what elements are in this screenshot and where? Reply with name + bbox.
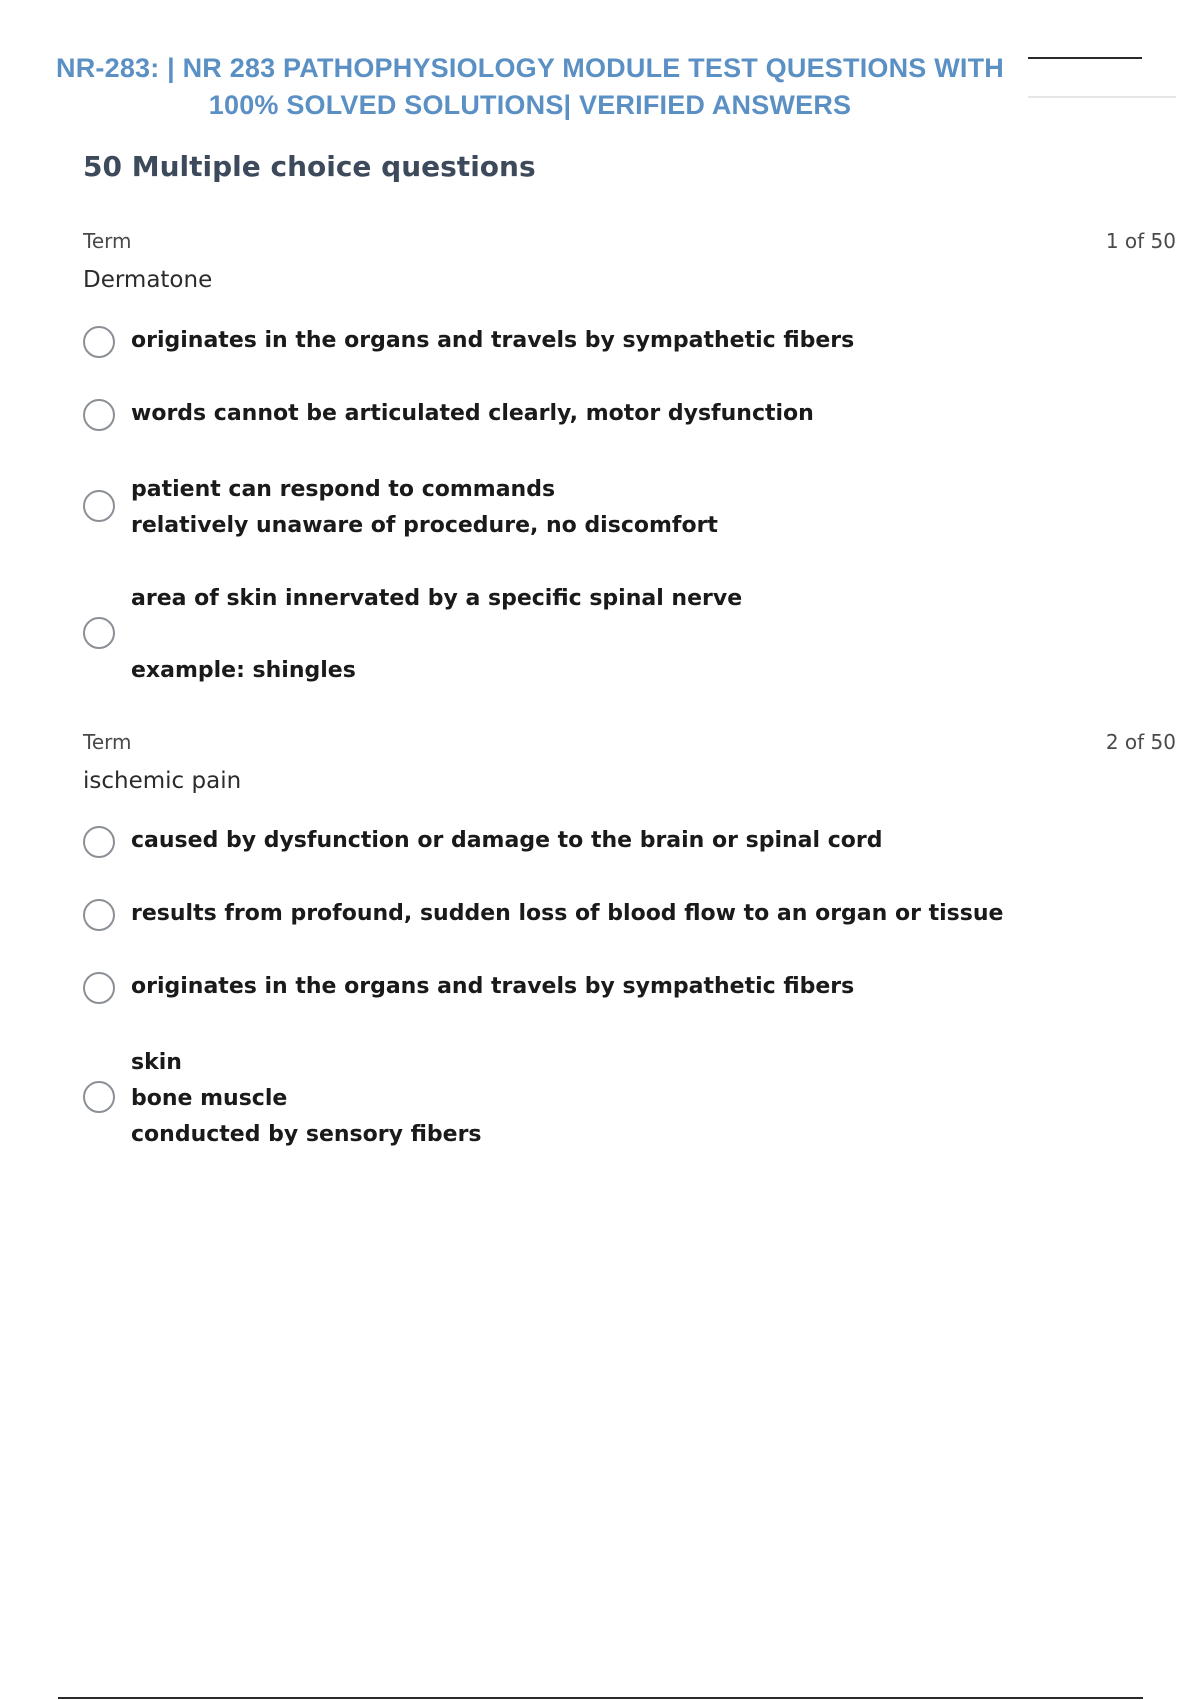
question-1-counter: 1 of 50 (1105, 229, 1176, 253)
radio-button[interactable] (83, 1081, 115, 1113)
radio-button[interactable] (83, 826, 115, 858)
option-line: patient can respond to commands (131, 477, 556, 502)
question-1-term: Dermatone (83, 267, 213, 293)
option-text (131, 828, 882, 853)
option-text (131, 472, 718, 544)
option-line: bone muscle (131, 1086, 288, 1111)
section-title: 50 Multiple choice questions (83, 150, 536, 183)
document-title-line-2: 100% SOLVED SOLUTIONS| VERIFIED ANSWERS (208, 90, 852, 120)
question-2-counter: 2 of 50 (1105, 730, 1176, 754)
header-divider-top (1028, 57, 1142, 59)
option-line: skin (131, 1050, 182, 1075)
option-text (131, 401, 814, 426)
option-text (131, 581, 742, 689)
option-text (131, 328, 854, 353)
question-2-term: ischemic pain (83, 768, 242, 794)
radio-button[interactable] (83, 490, 115, 522)
option-text (131, 901, 1003, 926)
header-divider-bottom (1028, 96, 1176, 98)
option-line: caused by dysfunction or damage to the brain or spinal cord (131, 828, 883, 853)
option-line: relatively unaware of procedure, no discomfort (131, 513, 718, 538)
document-title (40, 50, 1020, 124)
option-text (131, 974, 854, 999)
option-line: example: shingles (131, 658, 356, 683)
radio-button[interactable] (83, 617, 115, 649)
option-line: results from profound, sudden loss of blood flow to an organ or tissue (131, 901, 1004, 926)
radio-button[interactable] (83, 399, 115, 431)
option-line: words cannot be articulated clearly, motor dysfunction (131, 401, 814, 426)
radio-button[interactable] (83, 972, 115, 1004)
option-line: originates in the organs and travels by sympathetic fibers (131, 328, 855, 353)
question-1-term-label: Term (83, 229, 132, 253)
document-title-line-1: NR-283: | NR 283 PATHOPHYSIOLOGY MODULE TEST QUESTIONS WITH (56, 53, 1004, 83)
question-2-term-label: Term (83, 730, 132, 754)
footer-divider (58, 1697, 1143, 1699)
option-line: originates in the organs and travels by sympathetic fibers (131, 974, 855, 999)
radio-button[interactable] (83, 899, 115, 931)
option-text (131, 1045, 482, 1153)
option-line: area of skin innervated by a specific spinal nerve (131, 586, 743, 611)
option-line: conducted by sensory fibers (131, 1122, 482, 1147)
radio-button[interactable] (83, 326, 115, 358)
